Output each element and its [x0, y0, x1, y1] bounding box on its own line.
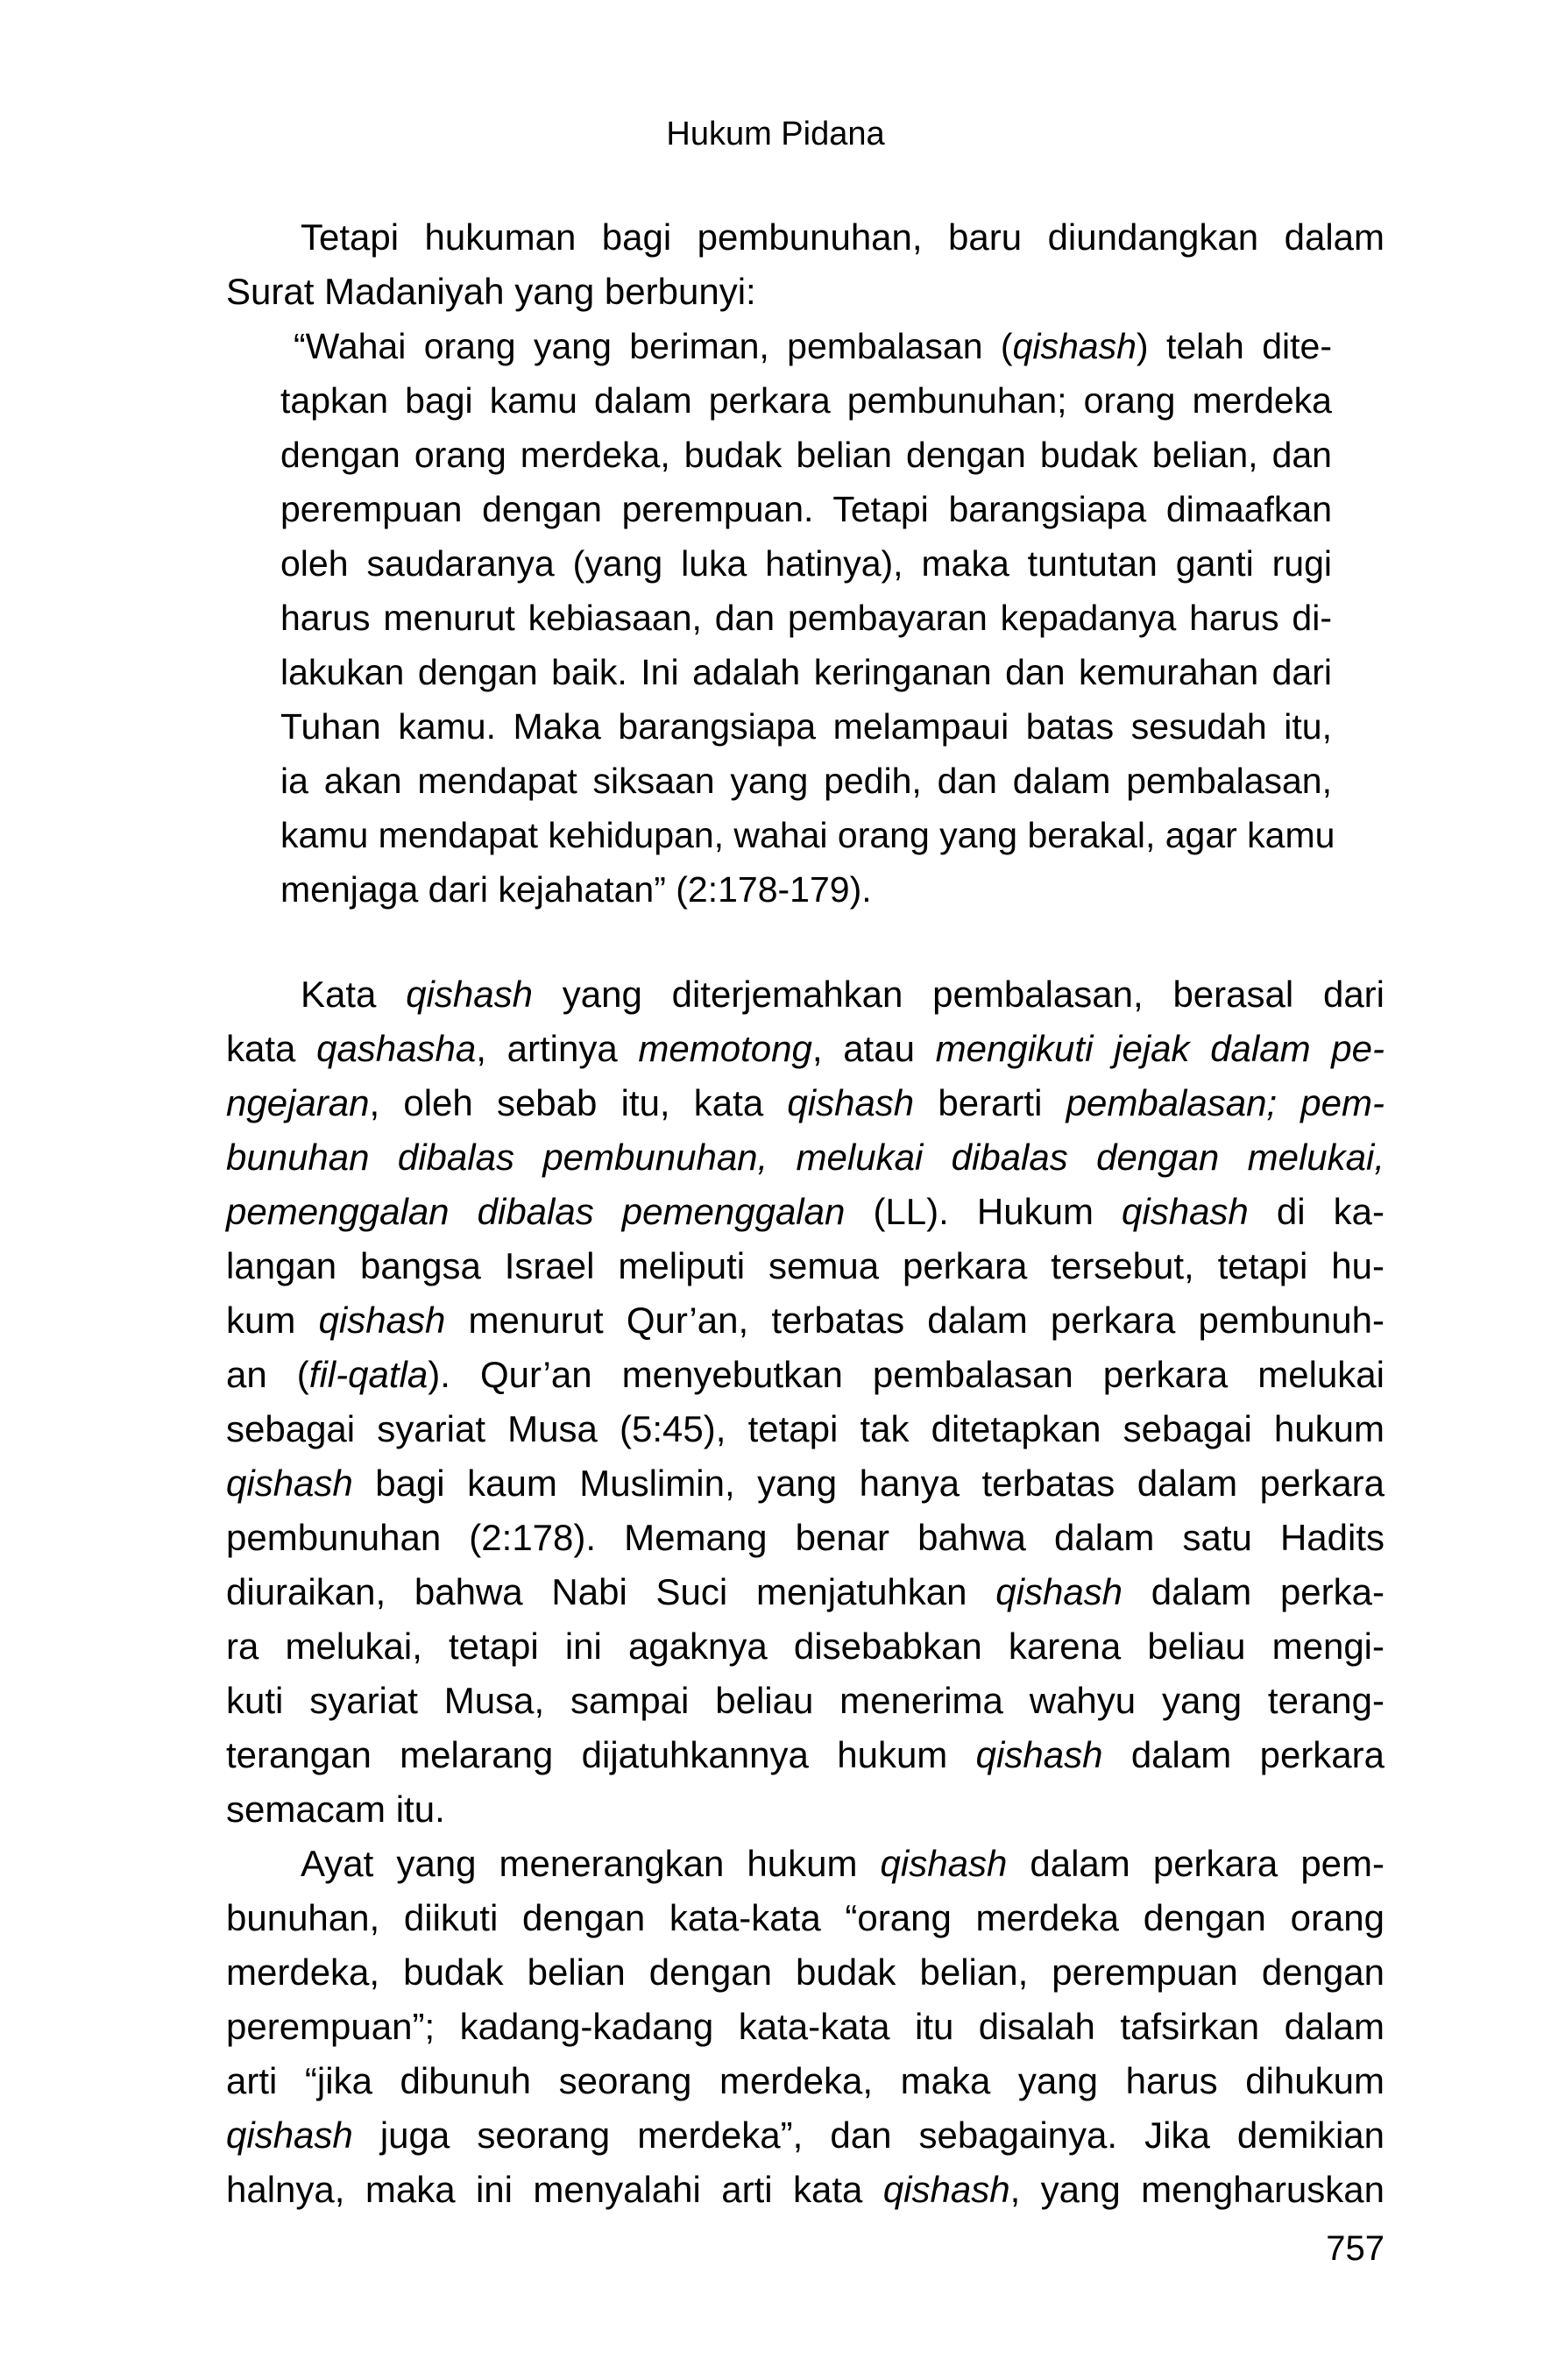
text-segment: menurut Qur’an, terbatas dalam perkara pembunuh-	[445, 1300, 1385, 1341]
text-segment: , atau	[811, 1028, 936, 1069]
text-segment: perempuan”; kadang-kadang kata-kata itu disalah tafsirkan dalam	[226, 2006, 1385, 2047]
text-segment: “Wahai orang yang beriman, pembalasan (	[294, 326, 1013, 366]
text-segment: dalam perka-	[1123, 1571, 1385, 1612]
text-line	[280, 808, 1335, 862]
text-line	[226, 1565, 1385, 1619]
text-line	[226, 1022, 1385, 1076]
text-segment: arti “jika dibunuh seorang merdeka, maka yang harus dihukum	[226, 2060, 1385, 2101]
text-line	[280, 645, 1332, 699]
text-line	[226, 1837, 1385, 1891]
text-segment: kata	[226, 1028, 317, 1069]
text-segment: Surat Madaniyah yang berbunyi:	[226, 271, 756, 312]
text-segment: oleh saudaranya (yang luka hatinya), maka tuntutan ganti rugi	[280, 543, 1332, 584]
italic-text-segment: qishash	[880, 1843, 1008, 1884]
text-segment: perempuan dengan perempuan. Tetapi barangsiapa dimaafkan	[280, 489, 1332, 529]
text-line	[226, 1945, 1385, 2000]
text-segment: tapkan bagi kamu dalam perkara pembunuhan; orang merdeka	[280, 380, 1332, 421]
text-line	[226, 1348, 1385, 1402]
text-segment: menjaga dari kejahatan” (2:178-179).	[280, 869, 872, 910]
text-segment: kum	[226, 1300, 319, 1341]
text-line	[226, 1130, 1385, 1185]
text-line	[280, 319, 1332, 373]
text-line	[280, 699, 1332, 754]
italic-text-segment: qishash	[318, 1300, 446, 1341]
text-line	[280, 536, 1332, 591]
text-line	[226, 2108, 1385, 2163]
text-segment: dengan orang merdeka, budak belian dengan budak belian, dan	[280, 435, 1332, 475]
text-line	[226, 967, 1385, 1022]
text-segment: diuraikan, bahwa Nabi Suci menjatuhkan	[226, 1571, 996, 1612]
text-line	[226, 1782, 1385, 1837]
text-segment: Tetapi hukuman bagi pembunuhan, baru diundangkan dalam	[301, 216, 1385, 258]
text-segment: ra melukai, tetapi ini agaknya disebabkan karena beliau mengi-	[226, 1626, 1385, 1667]
text-segment: ). Qur’an menyebutkan pembalasan perkara melukai	[428, 1354, 1385, 1395]
text-line	[226, 1293, 1385, 1348]
text-segment: pembunuhan (2:178). Memang benar bahwa dalam satu Hadits	[226, 1517, 1385, 1558]
text-segment: (LL). Hukum	[845, 1191, 1123, 1232]
text-line	[280, 373, 1332, 428]
text-segment: kuti syariat Musa, sampai beliau menerima wahyu yang terang-	[226, 1680, 1385, 1721]
text-line	[226, 210, 1385, 265]
text-segment: bunuhan, diikuti dengan kata-kata “orang merdeka dengan orang	[226, 1897, 1385, 1938]
text-line	[226, 2054, 1385, 2108]
text-segment: yang diterjemahkan pembalasan, berasal dari	[532, 974, 1385, 1015]
text-segment: semacam itu.	[226, 1789, 445, 1830]
text-segment: dalam perkara	[1102, 1734, 1385, 1775]
italic-text-segment: qishash	[406, 974, 533, 1015]
italic-text-segment: qishash	[1012, 326, 1137, 366]
paragraph	[226, 1837, 1385, 2217]
text-segment: Tuhan kamu. Maka barangsiapa melampaui batas sesudah itu,	[280, 706, 1332, 747]
italic-text-segment: qashasha	[316, 1028, 477, 1069]
italic-text-segment: pemenggalan dibalas pemenggalan	[226, 1191, 846, 1232]
blockquote	[280, 319, 1335, 917]
text-segment: berarti	[914, 1082, 1066, 1123]
italic-text-segment: qishash	[787, 1082, 915, 1123]
text-segment: , oleh sebab itu, kata	[369, 1082, 788, 1123]
italic-text-segment: qishash	[882, 2169, 1010, 2210]
text-segment: , yang mengharuskan	[1009, 2169, 1385, 2210]
text-segment: di ka-	[1248, 1191, 1385, 1232]
italic-text-segment: qishash	[226, 1463, 353, 1504]
italic-text-segment: qishash	[226, 2114, 353, 2156]
text-line	[226, 1674, 1385, 1728]
text-line	[280, 754, 1332, 808]
text-line	[226, 1891, 1385, 1945]
text-segment: merdeka, budak belian dengan budak belian, perempuan dengan	[226, 1951, 1385, 1993]
text-line	[280, 428, 1332, 482]
text-segment: sebagai syariat Musa (5:45), tetapi tak ditetapkan sebagai hukum	[226, 1408, 1385, 1449]
text-segment: terangan melarang dijatuhkannya hukum	[226, 1734, 976, 1775]
italic-text-segment: qishash	[1122, 1191, 1249, 1232]
paragraph	[226, 210, 1385, 319]
text-line	[226, 1456, 1385, 1511]
page-number: 757	[1326, 2229, 1385, 2268]
italic-text-segment: ngejaran	[226, 1082, 370, 1123]
text-line	[226, 2000, 1385, 2054]
text-line	[226, 1239, 1385, 1293]
text-line	[226, 265, 1385, 319]
italic-text-segment: qishash	[975, 1734, 1103, 1775]
text-segment: , artinya	[476, 1028, 639, 1069]
text-segment: an (	[226, 1354, 309, 1395]
text-line	[280, 862, 1332, 917]
text-segment: ) telah dite-	[1136, 326, 1332, 366]
text-segment: Ayat yang menerangkan hukum	[301, 1843, 881, 1884]
text-segment: ia akan mendapat siksaan yang pedih, dan dalam pembalasan,	[280, 761, 1332, 801]
text-segment: langan bangsa Israel meliputi semua perkara tersebut, tetapi hu-	[226, 1245, 1385, 1286]
text-line	[226, 1728, 1385, 1782]
text-line	[226, 1076, 1385, 1130]
italic-text-segment: fil-qatla	[308, 1354, 428, 1395]
text-line	[226, 1185, 1385, 1239]
italic-text-segment: mengikuti jejak dalam pe-	[935, 1028, 1385, 1069]
text-segment: harus menurut kebiasaan, dan pembayaran kepadanya harus di-	[280, 598, 1332, 638]
italic-text-segment: qishash	[995, 1571, 1123, 1612]
text-line	[226, 1619, 1385, 1674]
text-segment: lakukan dengan baik. Ini adalah keringanan dan kemurahan dari	[280, 652, 1332, 692]
text-segment: bagi kaum Muslimin, yang hanya terbatas dalam perkara	[352, 1463, 1385, 1504]
text-line	[280, 591, 1332, 645]
text-segment: juga seorang merdeka”, dan sebagainya. Jika demikian	[352, 2114, 1385, 2156]
text-line	[226, 1402, 1385, 1456]
text-line	[226, 1511, 1385, 1565]
text-segment: dalam perkara pem-	[1007, 1843, 1385, 1884]
text-line	[226, 2163, 1385, 2217]
text-segment: Kata	[301, 974, 407, 1015]
page-body-text	[226, 210, 1385, 2217]
italic-text-segment: memotong	[638, 1028, 812, 1069]
italic-text-segment: pembalasan; pem-	[1066, 1082, 1385, 1123]
italic-text-segment: bunuhan dibalas pembunuhan, melukai dibalas dengan melukai,	[226, 1137, 1385, 1178]
running-header: Hukum Pidana	[666, 116, 885, 152]
paragraph	[226, 967, 1385, 1837]
text-segment: halnya, maka ini menyalahi arti kata	[226, 2169, 883, 2210]
text-segment: kamu mendapat kehidupan, wahai orang yang berakal, agar kamu	[280, 815, 1335, 855]
text-line	[280, 482, 1332, 536]
